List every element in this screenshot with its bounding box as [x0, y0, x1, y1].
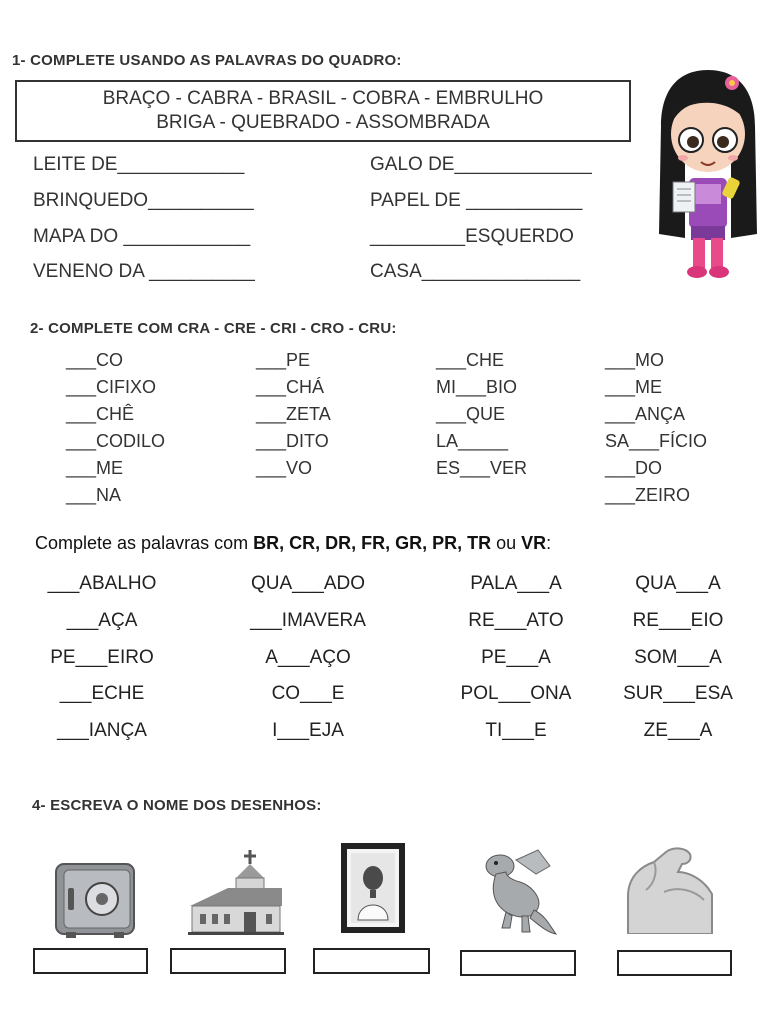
- section2-item: ___CHÁ: [256, 377, 325, 397]
- section2-item: ___DO: [605, 458, 663, 478]
- answer-box-1[interactable]: [33, 948, 148, 974]
- word-box: [15, 80, 631, 142]
- section3-instruction: Complete as palavras com BR, CR, DR, FR, GR, PR, TR ou VR:: [35, 533, 552, 553]
- section3-item: CO___E: [271, 683, 345, 704]
- section3-item: A___AÇO: [265, 647, 351, 668]
- section2-item: ___ZETA: [256, 404, 331, 424]
- section3-item: PALA___A: [470, 573, 562, 594]
- answer-box-3[interactable]: [313, 948, 430, 974]
- section3-item: RE___ATO: [468, 610, 564, 631]
- section2-item: ___VO: [256, 458, 313, 478]
- section3-item: QUA___ADO: [250, 573, 366, 594]
- section3-item: ZE___A: [643, 720, 713, 741]
- section2-item: ___MO: [605, 350, 665, 370]
- section3-item: PE___EIRO: [50, 647, 154, 668]
- section2-item: ___ANÇA: [605, 404, 686, 424]
- section2-item: LA_____: [436, 431, 509, 451]
- section2-item: ___CHE: [436, 350, 505, 370]
- section3-item: ___IMAVERA: [250, 610, 366, 631]
- section1-item: PAPEL DE ___________: [370, 190, 583, 211]
- section2-item: ___NA: [66, 485, 122, 505]
- section3-item: RE___EIO: [632, 610, 724, 631]
- section2-title: 2- COMPLETE COM CRA - CRE - CRI - CRO - CRU:: [30, 320, 397, 337]
- portrait-icon: [340, 842, 406, 934]
- section3-item: POL___ONA: [460, 683, 572, 704]
- section3-item: PE___A: [481, 647, 551, 668]
- dragon-icon: [476, 846, 560, 940]
- section3-item: ___ECHE: [59, 683, 145, 704]
- section1-item: MAPA DO ____________: [33, 226, 251, 247]
- arm-muscle-icon: [624, 846, 716, 934]
- word-box-line1: BRAÇO - CABRA - BRASIL - COBRA - EMBRULHO: [102, 88, 544, 109]
- church-icon: [188, 848, 284, 936]
- section2-item: ES___VER: [436, 458, 528, 478]
- section3-item: SUR___ESA: [623, 683, 733, 704]
- section3-item: QUA___A: [635, 573, 721, 594]
- section1-item: _________ESQUERDO: [370, 226, 574, 247]
- section3-item: ___IANÇA: [57, 720, 147, 741]
- section2-item: ___ME: [66, 458, 124, 478]
- section4-title: 4- ESCREVA O NOME DOS DESENHOS:: [32, 797, 322, 814]
- section1-item: CASA_______________: [370, 261, 581, 282]
- section3-item: TI___E: [485, 720, 547, 741]
- section1-item: BRINQUEDO__________: [33, 190, 254, 211]
- section3-item: SOM___A: [634, 647, 722, 668]
- section2-item: ___ME: [605, 377, 663, 397]
- section3-item: I___EJA: [272, 720, 344, 741]
- section2-item: MI___BIO: [436, 377, 518, 397]
- answer-box-2[interactable]: [170, 948, 286, 974]
- answer-box-4[interactable]: [460, 950, 576, 976]
- section2-item: ___PE: [256, 350, 311, 370]
- answer-box-5[interactable]: [617, 950, 732, 976]
- section2-item: ___QUE: [436, 404, 506, 424]
- section3-item: ___AÇA: [66, 610, 138, 631]
- word-box-line2: BRIGA - QUEBRADO - ASSOMBRADA: [156, 112, 490, 133]
- section2-item: ___CODILO: [66, 431, 166, 451]
- section2-item: ___ZEIRO: [605, 485, 691, 505]
- safe-icon: [52, 858, 138, 940]
- section2-item: ___CO: [66, 350, 124, 370]
- section3-item: ___ABALHO: [47, 573, 157, 594]
- section1-item: LEITE DE____________: [33, 154, 245, 175]
- section1-item: VENENO DA __________: [33, 261, 255, 282]
- section2-item: SA___FÍCIO: [605, 431, 708, 451]
- section2-item: ___CIFIXO: [66, 377, 157, 397]
- section2-item: ___DITO: [256, 431, 329, 451]
- section1-item: GALO DE_____________: [370, 154, 592, 175]
- section2-item: ___CHÊ: [66, 404, 135, 424]
- girl-illustration: [655, 66, 761, 284]
- section1-title: 1- COMPLETE USANDO AS PALAVRAS DO QUADRO:: [12, 52, 402, 69]
